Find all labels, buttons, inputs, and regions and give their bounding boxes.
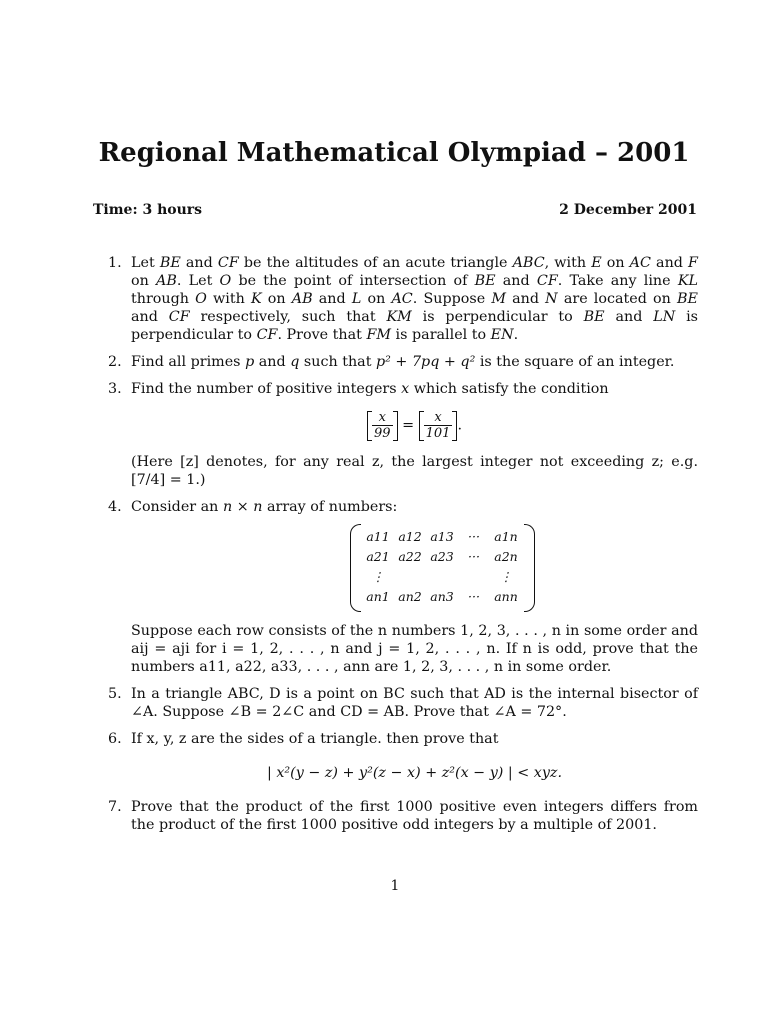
math: q [290, 354, 300, 370]
text: on [361, 291, 392, 307]
text: be the point of intersection of [231, 273, 475, 289]
math: L [351, 291, 362, 307]
page-number: 1 [390, 878, 400, 894]
matrix-grid [362, 528, 522, 608]
matrix-cell: an3 [430, 589, 454, 604]
math: K [250, 291, 262, 307]
text: is perpendicular to [131, 309, 698, 343]
numerator: x [372, 410, 393, 426]
math: O [219, 273, 232, 289]
text: respectively, such that [189, 309, 387, 325]
text: Find all primes [131, 354, 246, 370]
matrix-cell: ann [494, 589, 518, 604]
exam-time: Time: 3 hours [93, 202, 203, 218]
text: , with [544, 255, 592, 271]
matrix-cell: a13 [430, 529, 454, 544]
text: on [131, 273, 157, 289]
math: F [688, 255, 698, 271]
numerator: x [424, 410, 453, 426]
math: FM [366, 327, 392, 343]
matrix-cell: a23 [430, 549, 454, 564]
paren-left [350, 524, 361, 612]
problem-5 [108, 685, 698, 721]
problem-number: 4. [108, 499, 122, 515]
text: with [206, 291, 251, 307]
math: E [591, 255, 602, 271]
text: are located on [557, 291, 678, 307]
text: on [601, 255, 630, 271]
equals-sign: = [402, 417, 415, 434]
text: be the altitudes of an acute triangle [238, 255, 513, 271]
matrix-cell: ··· [468, 549, 480, 564]
math: AB [291, 291, 313, 307]
math: O [195, 291, 207, 307]
text: and [650, 255, 689, 271]
matrix-cell [458, 568, 490, 588]
floor-bracket-right [393, 411, 398, 441]
text: . Let [176, 273, 220, 289]
period: . [457, 417, 462, 434]
matrix-cell: ··· [468, 529, 480, 544]
problem-number: 6. [108, 731, 122, 747]
problem-number: 2. [108, 354, 122, 370]
matrix-cell: an1 [366, 589, 390, 604]
text: through [131, 291, 196, 307]
matrix-row [362, 548, 522, 568]
math-expression: p² + 7pq + q² [376, 354, 476, 370]
text: Find the number of positive integers [131, 381, 402, 397]
matrix-cell: a21 [366, 549, 390, 564]
matrix-cell: a11 [366, 529, 390, 544]
matrix-row [362, 588, 522, 608]
problem-number: 1. [108, 255, 122, 271]
math: BE [583, 309, 605, 325]
math: AC [629, 255, 651, 271]
matrix [350, 526, 535, 608]
math: CF [256, 327, 278, 343]
page-title: Regional Mathematical Olympiad – 2001 [98, 138, 690, 168]
math: BE [677, 291, 698, 307]
text: is perpendicular to [411, 309, 584, 325]
denominator: 101 [425, 426, 451, 441]
problem-4-body: Suppose each row consists of the n numbers 1, 2, 3, . . . , n in some order and aij = aji for i = 1, 2, . . . , n and j = 1, 2, . . . , n. If n is odd, prove that the numbers a11, a22, a33, . . . , ann are 1, 2, 3, . . . , n in some order. [131, 623, 698, 675]
text: and [312, 291, 352, 307]
problem-5-text: In a triangle ABC, D is a point on BC such that AD is the internal bisector of ∠A. Suppose ∠B = 2∠C and CD = AB. Prove that ∠A = 72°. [131, 686, 698, 720]
text: Let [131, 255, 160, 271]
problem-6-text: If x, y, z are the sides of a triangle. then prove that [131, 731, 499, 747]
problem-6 [108, 730, 698, 782]
math: KM [386, 309, 412, 325]
text: and [180, 255, 218, 271]
math: KL [677, 273, 698, 289]
problem-3 [108, 380, 698, 489]
math: BE [474, 273, 496, 289]
math: p [245, 354, 255, 370]
matrix-cell [394, 568, 426, 588]
math: ABC [512, 255, 545, 271]
matrix-cell: ··· [468, 589, 480, 604]
text: and [254, 354, 291, 370]
math: N [545, 291, 558, 307]
text: which satisfy the condition [409, 381, 609, 397]
text: on [261, 291, 292, 307]
text: is parallel to [391, 327, 491, 343]
problem-1 [108, 254, 698, 344]
math: AB [156, 273, 177, 289]
matrix-cell: ⋮ [371, 569, 385, 584]
floor-note: (Here [z] denotes, for any real z, the largest integer not exceeding z; e.g. [7/4] = 1.) [131, 454, 698, 488]
text: . Take any line [557, 273, 678, 289]
text: and [604, 309, 654, 325]
text: is the square of an integer. [475, 354, 675, 370]
text: such that [299, 354, 376, 370]
problem-number: 5. [108, 686, 122, 702]
text: . Prove that [277, 327, 367, 343]
math: CF [168, 309, 190, 325]
matrix-cell: a1n [494, 529, 518, 544]
text: . Suppose [412, 291, 492, 307]
fraction [372, 410, 393, 441]
problem-list [108, 254, 698, 843]
math: CF [217, 255, 239, 271]
matrix-cell: a2n [494, 549, 518, 564]
problem-number: 3. [108, 381, 122, 397]
math: AC [391, 291, 413, 307]
math: BE [159, 255, 181, 271]
problem-2 [108, 353, 698, 371]
denominator: 99 [374, 426, 391, 441]
fraction [424, 410, 453, 441]
matrix-cell [426, 568, 458, 588]
problem-7-text: Prove that the product of the first 1000 positive even integers differs from the product of the first 1000 positive odd integers by a multiple of 2001. [131, 799, 698, 833]
matrix-cell: a12 [398, 529, 422, 544]
text: and [505, 291, 546, 307]
problem-number: 7. [108, 799, 122, 815]
problem-7 [108, 798, 698, 834]
math: CF [536, 273, 558, 289]
matrix-row [362, 528, 522, 548]
text: . [513, 327, 519, 343]
math: M [491, 291, 506, 307]
floor-equation [131, 410, 698, 441]
exam-date: 2 December 2001 [559, 202, 697, 218]
text: array of numbers: [262, 499, 398, 515]
exam-meta [93, 202, 697, 218]
problem-4 [108, 498, 698, 676]
text: and [131, 309, 169, 325]
matrix-row [362, 568, 522, 588]
text: and [495, 273, 537, 289]
math: n × n [222, 499, 263, 515]
paren-right [524, 524, 535, 612]
math: EN [490, 327, 514, 343]
matrix-cell: a22 [398, 549, 422, 564]
math: LN [653, 309, 676, 325]
matrix-cell: an2 [398, 589, 422, 604]
math: x [401, 381, 410, 397]
text: Consider an [131, 499, 223, 515]
matrix-cell: ⋮ [499, 569, 513, 584]
inequality: | x²(y − z) + y²(z − x) + z²(x − y) | < xyz. [266, 765, 563, 781]
